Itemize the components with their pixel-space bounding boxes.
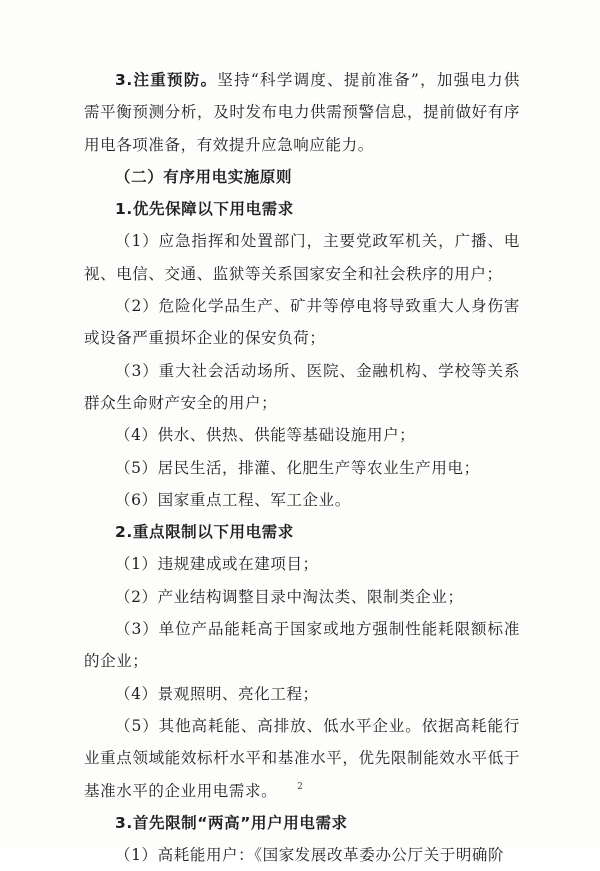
document-body <box>84 64 520 871</box>
page-number: 2 <box>297 782 303 792</box>
list-item: （2）产业结构调整目录中淘汰类、限制类企业； <box>115 587 464 606</box>
list-item: （4）供水、供热、供能等基础设施用户； <box>115 426 416 445</box>
list-item: （6）国家重点工程、军工企业。 <box>115 490 351 509</box>
list-item: （3）重大社会活动场所、医院、金融机构、学校等关系群众生命财产安全的用户； <box>84 361 520 412</box>
section-heading: （二）有序用电实施原则 <box>115 167 293 186</box>
list-item: （1）高耗能用户：《国家发展改革委办公厅关于明确阶 <box>115 846 505 865</box>
paragraph-text: 坚持“科学调度、提前准备”，加强电力供需平衡预测分析，及时发布电力供需预警信息，提前做好有序用电各项准备，有效提升应急响应能力。 <box>84 71 520 154</box>
list-item: （5）居民生活，排灌、化肥生产等农业生产用电； <box>115 458 480 477</box>
list-item: （4）景观照明、亮化工程； <box>115 684 319 703</box>
list-item: （2）危险化学品生产、矿井等停电将导致重大人身伤害或设备严重损坏企业的保安负荷； <box>84 297 520 348</box>
list-item: （1）违规建成或在建项目； <box>115 555 319 574</box>
subsection-heading: 2.重点限制以下用电需求 <box>115 523 294 542</box>
list-item: （1）应急指挥和处置部门，主要党政军机关，广播、电视、电信、交通、监狱等关系国家安全和社会秩序的用户； <box>84 232 520 283</box>
subsection-heading: 1.优先保障以下用电需求 <box>115 200 294 219</box>
list-item: （3）单位产品能耗高于国家或地方强制性能耗限额标准的企业； <box>84 620 520 671</box>
paragraph-prevention <box>84 64 520 161</box>
list-item: （5）其他高耗能、高排放、低水平企业。依据高耗能行业重点领域能效标杆水平和基准水平，优先限制能效水平低于基准水平的企业用电需求。 <box>84 716 520 800</box>
subsection-heading: 3.首先限制“两高”用户用电需求 <box>115 813 348 832</box>
paragraph-lead: 3.注重预防。 <box>115 71 218 89</box>
